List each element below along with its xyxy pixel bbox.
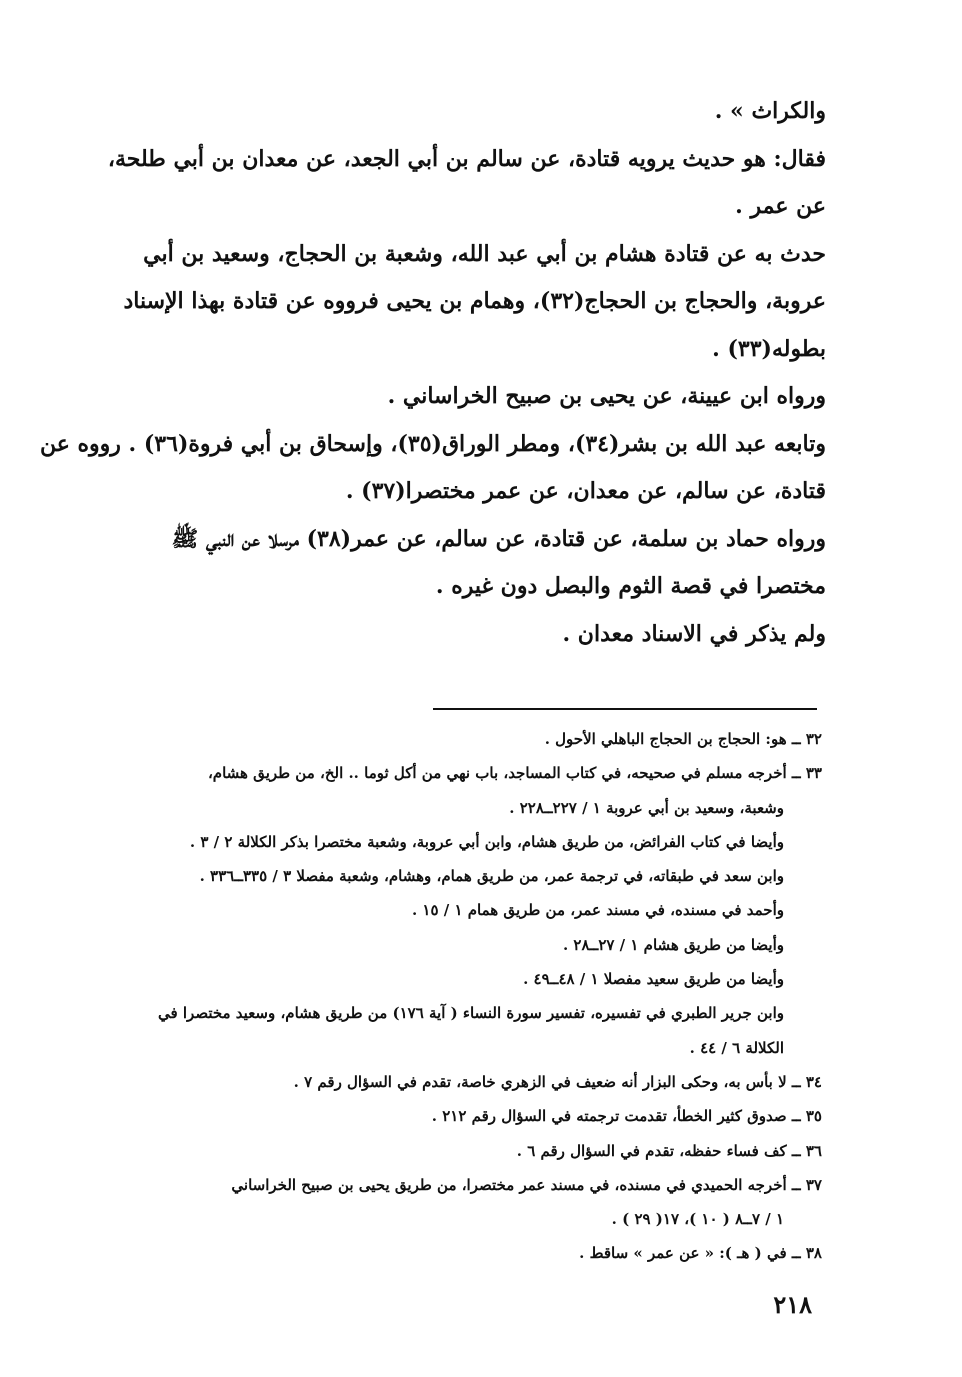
text-line: عروبة، والحجاج بن الحجاج(٣٢)، وهمام بن يحيى فرووه عن قتادة بهذا الإسناد: [123, 288, 826, 314]
page-number: ٢١٨: [773, 1290, 812, 1319]
footnote-line: ٣٥ ــ صدوق كثير الخطأ، تقدمت ترجمته في السؤال رقم ٢١٢ .: [431, 1107, 822, 1126]
footnote-line: وابن سعد في طبقاته، في ترجمة عمر، من طريق همام، وهشام، وشعبة مفصلا ٣ / ٣٣٥ــ٣٣٦ .: [199, 867, 784, 886]
footnote-line: ٣٧ ــ أخرجه الحميدي في مسنده، في مسند عمر مختصرا، من طريق يحيى بن صبيح الخراساني: [231, 1175, 822, 1194]
main-text-body: [39, 96, 826, 666]
footnote-line: وابن جرير الطبري في تفسيره، تفسير سورة النساء ( آية ١٧٦) من طريق هشام، وسعيد مختصرا في: [157, 1004, 784, 1023]
text-line: مختصرا في قصة الثوم والبصل دون غيره .: [435, 573, 826, 599]
footnote-line: ٣٤ ــ لا بأس به، وحكى البزار أنه ضعيف في الزهري خاصة، تقدم في السؤال رقم ٧ .: [293, 1072, 822, 1091]
text-line: ورواه حماد بن سلمة، عن قتادة، عن سالم، عن عمر(٣٨) مرسلا عن النبي ﷺ: [171, 525, 826, 552]
footnote-line: ٣٨ ــ في ( هـ ): « عن عمر » ساقط .: [579, 1244, 822, 1263]
text-line: ورواه ابن عيينة، عن يحيى بن صبيح الخراساني .: [387, 383, 826, 409]
text-line: قتادة، عن سالم، عن معدان، عن عمر مختصرا(٣٧) .: [345, 478, 826, 504]
text-line: ولم يذكر في الاسناد معدان .: [562, 620, 826, 647]
footnote-line: وأيضا من طريق سعيد مفصلا ١ / ٤٨ــ٤٩ .: [523, 970, 784, 989]
text-line: فقال: هو حديث يرويه قتادة، عن سالم بن أبي الجعد، عن معدان بن أبي طلحة،: [107, 145, 826, 172]
footnote-line: ٣٢ ــ هو: الحجاج بن الحجاج الباهلي الأحول .: [544, 730, 822, 748]
footnote-line: ١ / ٧ــ٨ ( ١٠ )، ١٧( ٢٩ ) .: [611, 1210, 784, 1229]
footnote-line: الكلالة ٦ / ٤٤ .: [689, 1038, 784, 1057]
text-line: بطوله(٣٣) .: [712, 335, 826, 362]
footnote-line: ٣٣ ــ أخرجه مسلم في صحيحه، في كتاب المساجد، باب نهي من أكل ثوما .. الخ، من طريق هشام،: [207, 764, 822, 783]
footnote-line: وأحمد في مسنده، في مسند عمر، من طريق همام ١ / ١٥ .: [411, 901, 784, 920]
footnote-line: ٣٦ ــ كف فساء حفظه، تقدم في السؤال رقم ٦ .: [516, 1141, 822, 1160]
text-line: عن عمر .: [735, 193, 826, 219]
text-line: وتابعه عبد الله بن بشر(٣٤)، ومطر الوراق(٣٥)، وإسحاق بن أبي فروة(٣٦) . رووه عن: [39, 430, 826, 457]
footnote-line: وشعبة، وسعيد بن أبي عروبة ١ / ٢٢٧ــ٢٢٨ .: [509, 798, 784, 817]
footnote-line: وأيضا في كتاب الفرائض، من طريق هشام، وابن أبي عروبة، وشعبة مختصرا بذكر الكلالة ٢ / ٣ .: [189, 832, 784, 851]
footnote-line: وأيضا من طريق هشام ١ / ٢٧ــ٢٨ .: [562, 935, 784, 954]
footnote-separator: [433, 708, 817, 710]
text-line: حدث به عن قتادة هشام بن أبي عبد الله، وشعبة بن الحجاج، وسعيد بن أبي: [143, 240, 826, 267]
footnotes: [122, 728, 822, 1277]
text-line: والكراث » .: [714, 98, 826, 124]
